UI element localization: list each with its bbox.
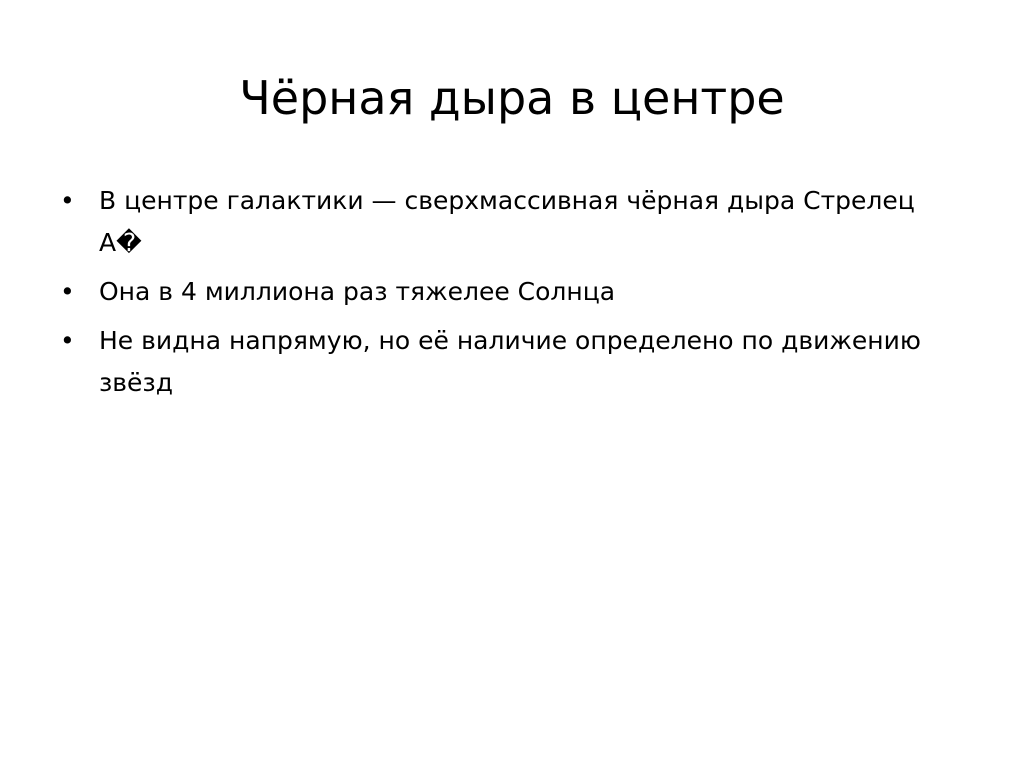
bullet-text: Не видна напрямую, но её наличие определено по движению звёзд: [99, 326, 921, 397]
bullet-list: [60, 180, 940, 411]
bullet-text: Она в 4 миллиона раз тяжелее Солнца: [99, 277, 616, 306]
bullet-item: [60, 180, 940, 264]
bullet-dot-icon: •: [60, 326, 75, 355]
bullet-text: В центре галактики — сверхмассивная чёрная дыра Стрелец A�: [99, 186, 915, 257]
bullet-dot-icon: •: [60, 277, 75, 306]
bullet-item: [60, 271, 940, 313]
bullet-item: [60, 320, 940, 404]
bullet-dot-icon: •: [60, 186, 75, 215]
slide-title: Чёрная дыра в центре: [239, 71, 785, 125]
